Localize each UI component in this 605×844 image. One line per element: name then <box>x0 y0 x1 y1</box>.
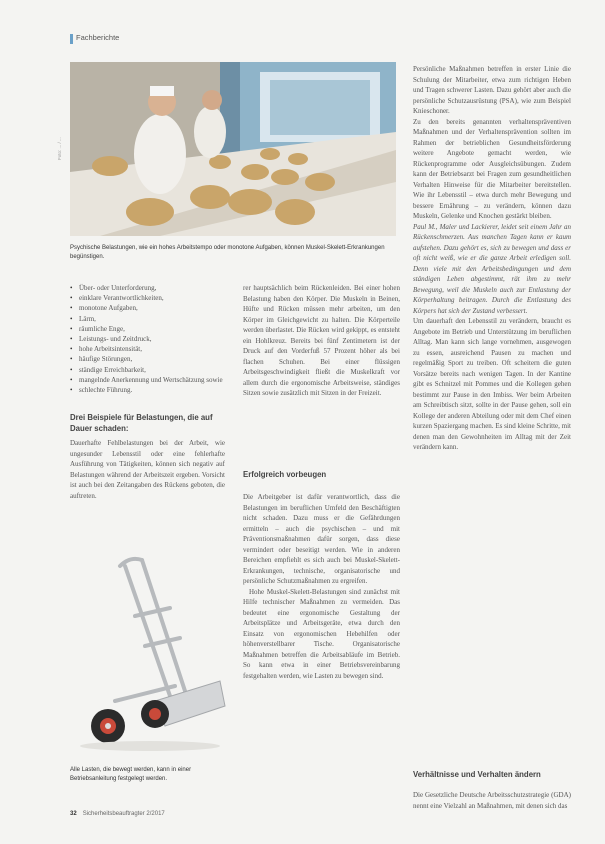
hand-truck-image <box>70 546 230 791</box>
list-item: • Lärm, <box>70 314 225 324</box>
col2-paragraph: rer hauptsächlich beim Rückenleiden. Bei einer hohen Belastung haben den Körper. Die Muskeln in Beinen, Hüfte und Rücken müssen mehr arbeiten, um den Körper im Gleichgewicht zu halten. Die Körperteile werden überlastet. Die Rücken wird gekippt, es entsteht ein Hohlkreuz. Bereits bei fünf Zentimetern ist der Druck auf den Vorderfuß 57 Prozent höher als bei flachen Schuhen. Bei einer flüssigen Arbeitsgeschwindigkeit fließt die Muskelkraft vor allem durch die ergonomische Arbeitsweise, ständiges Sitzen sowie zusätzlich mit Sitzen in der Freizeit. <box>243 284 400 397</box>
col3-body <box>413 64 571 453</box>
page-number: 32 <box>70 811 77 817</box>
col3-paragraph: Persönliche Maßnahmen betreffen in erster Linie die Schulung der Mitarbeiter, etwa zum richtigen Heben und Tragen schwerer Lasten. Dazu gehört aber auch die persönliche Schutzausrüstung (PSA), wie zum Beispiel Knieschoner. <box>413 65 571 115</box>
col3-heading: Verhältnisse und Verhalten ändern <box>413 770 541 779</box>
col1-paragraph: Dauerhafte Fehlbelastungen bei der Arbeit, wie ungesunder Lebensstil oder eine fehlerhafte Ausführung von Tätigkeiten, können sich negativ auf Belastungen während der Arbeitszeit ergeben. Vorsicht ist auch bei den Zeitangaben des Rückens geboten, die auftreten. <box>70 439 225 500</box>
col2-body <box>243 492 400 681</box>
photo-credit: Foto: ... / ... <box>57 137 62 160</box>
list-item: • räumliche Enge, <box>70 324 225 334</box>
list-item: • Über- oder Unterforderung, <box>70 283 225 293</box>
col3-case-study: Paul M., Maler und Lackierer, leidet seit einem Jahr an Rückenschmerzen. Aus manchen Tagen kann er kaum aufstehen. Dazu gehört es, sich zu bewegen und dass er oft nicht weiß, wie er die ganze Arbeit erledigen soll. Denn viele mit den Arbeitsbedingungen und dem ständigen Leben abgestimmt, rät ihm zu mehr Bewegung, weil die Muskeln auch zur Entlastung der Körperhaltung beitragen. Durch die Entlastung des Körpers hat sich der Zustand verbessert. <box>413 222 571 315</box>
col2-paragraph: Hohe Muskel-Skelett-Belastungen sind zunächst mit Hilfe technischer Maßnahmen zu vermeiden. Das bedeutet eine ergonomische Gestaltung der Arbeitsplätze und Arbeitsgeräte, etwa durch den Einsatz von ergonomischen Hebehilfen oder höhenverstellbarer Tische. Organisatorische Maßnahmen betreffen die Arbeitsabläufe im Betrieb. So kann etwa in einer Betriebsvereinbarung festgehalten werden, wie Lasten zu bewegen sind. <box>243 587 400 680</box>
col2-heading: Erfolgreich vorbeugen <box>243 470 327 479</box>
list-item: • hohe Arbeitsintensität, <box>70 344 225 354</box>
hand-truck-illustration <box>70 546 230 756</box>
bakery-photo-illustration <box>70 62 396 236</box>
list-item: • monotone Aufgaben, <box>70 303 225 313</box>
list-item: • mangelnde Anerkennung und Wertschätzung sowie <box>70 375 225 385</box>
list-item: • schlechte Führung. <box>70 385 225 395</box>
col3-paragraph: Zu den bereits genannten verhaltenspräventiven Maßnahmen und der Verhaltensprävention sollten im Rahmen der betrieblichen Gesundheitsförderung weitere Angebote gemacht werden, wie Rückenprogramme oder Ausgleichsübungen. Zudem kann der Betriebsarzt bei Fragen zum gesundheitlichen Verhalten Hinweise für die Mitarbeiter bereitstellen. Wie ihr Lebensstil – etwa durch mehr Bewegung und bessere Ernährung – zu verändern, können dazu Muskeln, Gelenke und Knochen gestärkt bleiben. <box>413 117 571 220</box>
bakery-photo <box>70 62 396 236</box>
col3-paragraph: Die Gesetzliche Deutsche Arbeitsschutzstrategie (GDA) nennt eine Vielzahl an Maßnahmen, mit denen sich das <box>413 791 571 810</box>
strain-factor-list <box>70 283 225 395</box>
magazine-name: Sicherheitsbeauftragter 2/2017 <box>82 811 165 817</box>
list-item: • einklare Verantwortlichkeiten, <box>70 293 225 303</box>
page-footer <box>70 811 165 817</box>
col2-paragraph: Die Arbeitgeber ist dafür verantwortlich, dass die Belastungen im beruflichen Umfeld den Beschäftigten nicht schaden. Dazu muss er die Gefährdungen ermitteln – auch die psychischen – und mit Präventionsmaßnahmen dafür sorgen, dass diese vermindert oder beseitigt werden. Wie in anderen Bereichen empfiehlt es sich auch bei Muskel-Skelett-Erkrankungen, technische, organisatorische und persönliche Schutzmaßnahmen zu ergreifen. <box>243 493 400 585</box>
list-item: • häufige Störungen, <box>70 354 225 364</box>
col1-body <box>70 438 225 501</box>
col3-end <box>413 790 571 811</box>
photo-caption: Psychische Belastungen, wie ein hohes Arbeitstempo oder monotone Aufgaben, können Muskel-Skelett-Erkrankungen begünstigen. <box>70 245 385 260</box>
section-label: Fachberichte <box>76 33 120 42</box>
col3-paragraph: Um dauerhaft den Lebensstil zu verändern, braucht es Angebote im Betrieb und Unterstützung im beruflichen Alltag. Man kann sich lange vornehmen, ausgewogen zu essen, ausreichend Pausen zu machen und regelmäßig Sport zu treiben. Oft scheitern die guten Vorsätze bereits nach wenigen Tagen. In der Kantine gibt es Schnitzel mit Pommes und die Kollegen gehen bestimmt zur Pause in den Imbiss. Wer beim Arbeiten am Schreibtisch sitzt, sollte in der Pause gehen, soll ein Kollege der anderen Abteilung oder mit dem Chef einen kurzen Spaziergang machen. Es sind kleine Schritte, mit denen man den Gewohnheiten im Alltag mit der Zeit verändern kann. <box>413 317 571 451</box>
list-item: • Leistungs- und Zeitdruck, <box>70 334 225 344</box>
col1-heading: Drei Beispiele für Belastungen, die auf Dauer schaden: <box>70 413 213 433</box>
hand-truck-caption: Alle Lasten, die bewegt werden, kann in einer Betriebsanleitung festgelegt werden. <box>70 767 192 782</box>
list-item: • ständige Erreichbarkeit, <box>70 365 225 375</box>
col2-top <box>243 283 400 399</box>
section-accent <box>70 34 73 44</box>
